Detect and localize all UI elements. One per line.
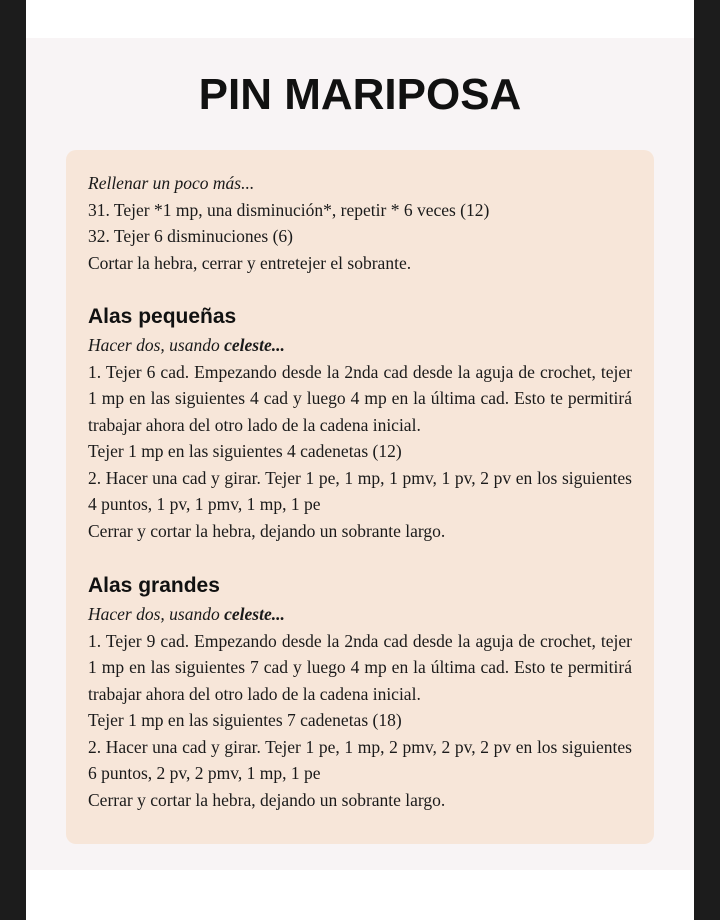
large-wings-heading: Alas grandes	[88, 574, 220, 597]
small-wings-color: celeste...	[224, 335, 285, 355]
large-wings-instruction-prefix: Hacer dos, usando	[88, 604, 225, 624]
intro-step-32: 32. Tejer 6 disminuciones (6)	[88, 226, 294, 246]
page-title: PIN MARIPOSA	[198, 70, 522, 119]
pattern-box	[66, 150, 654, 844]
large-wings-step-1b: Tejer 1 mp en las siguientes 7 cadenetas (18)	[88, 710, 402, 730]
intro-finish: Cortar la hebra, cerrar y entretejer el sobrante.	[88, 252, 412, 273]
large-wings-instruction	[88, 601, 632, 628]
large-wings-finish: Cerrar y cortar la hebra, dejando un sobrante largo.	[88, 789, 446, 810]
intro-note: Rellenar un poco más...	[88, 173, 255, 193]
pattern-content	[88, 170, 632, 813]
small-wings-heading: Alas pequeñas	[88, 305, 237, 328]
spacer	[88, 544, 632, 571]
small-wings-finish: Cerrar y cortar la hebra, dejando un sobrante largo.	[88, 520, 446, 541]
large-wings-step-1: 1. Tejer 9 cad. Empezando desde la 2nda cad desde la aguja de crochet, tejer 1 mp en las siguientes 7 cad y luego 4 mp en la última cad. Esto te permitirá trabajar ahora del otro lado de la cadena inicial.	[88, 630, 632, 704]
large-wings-step-2: 2. Hacer una cad y girar. Tejer 1 pe, 1 mp, 2 pmv, 2 pv, 2 pv en los siguientes 6 puntos, 2 pv, 2 pmv, 1 mp, 1 pe	[88, 736, 632, 783]
small-wings-instruction-prefix: Hacer dos, usando	[88, 335, 225, 355]
small-wings-instruction	[88, 332, 632, 359]
document-page	[26, 0, 694, 920]
intro-step-31: 31. Tejer *1 mp, una disminución*, repetir * 6 veces (12)	[88, 199, 490, 220]
small-wings-step-2: 2. Hacer una cad y girar. Tejer 1 pe, 1 mp, 1 pmv, 1 pv, 2 pv en los siguientes 4 puntos, 1 pv, 1 pmv, 1 mp, 1 pe	[88, 467, 632, 514]
small-wings-step-1b: Tejer 1 mp en las siguientes 4 cadenetas (12)	[88, 441, 402, 461]
large-wings-color: celeste...	[224, 604, 285, 624]
spacer	[88, 276, 632, 302]
small-wings-step-1: 1. Tejer 6 cad. Empezando desde la 2nda cad desde la aguja de crochet, tejer 1 mp en las siguientes 4 cad y luego 4 mp en la última cad. Esto te permitirá trabajar ahora del otro lado de la cadena inicial.	[88, 361, 632, 435]
